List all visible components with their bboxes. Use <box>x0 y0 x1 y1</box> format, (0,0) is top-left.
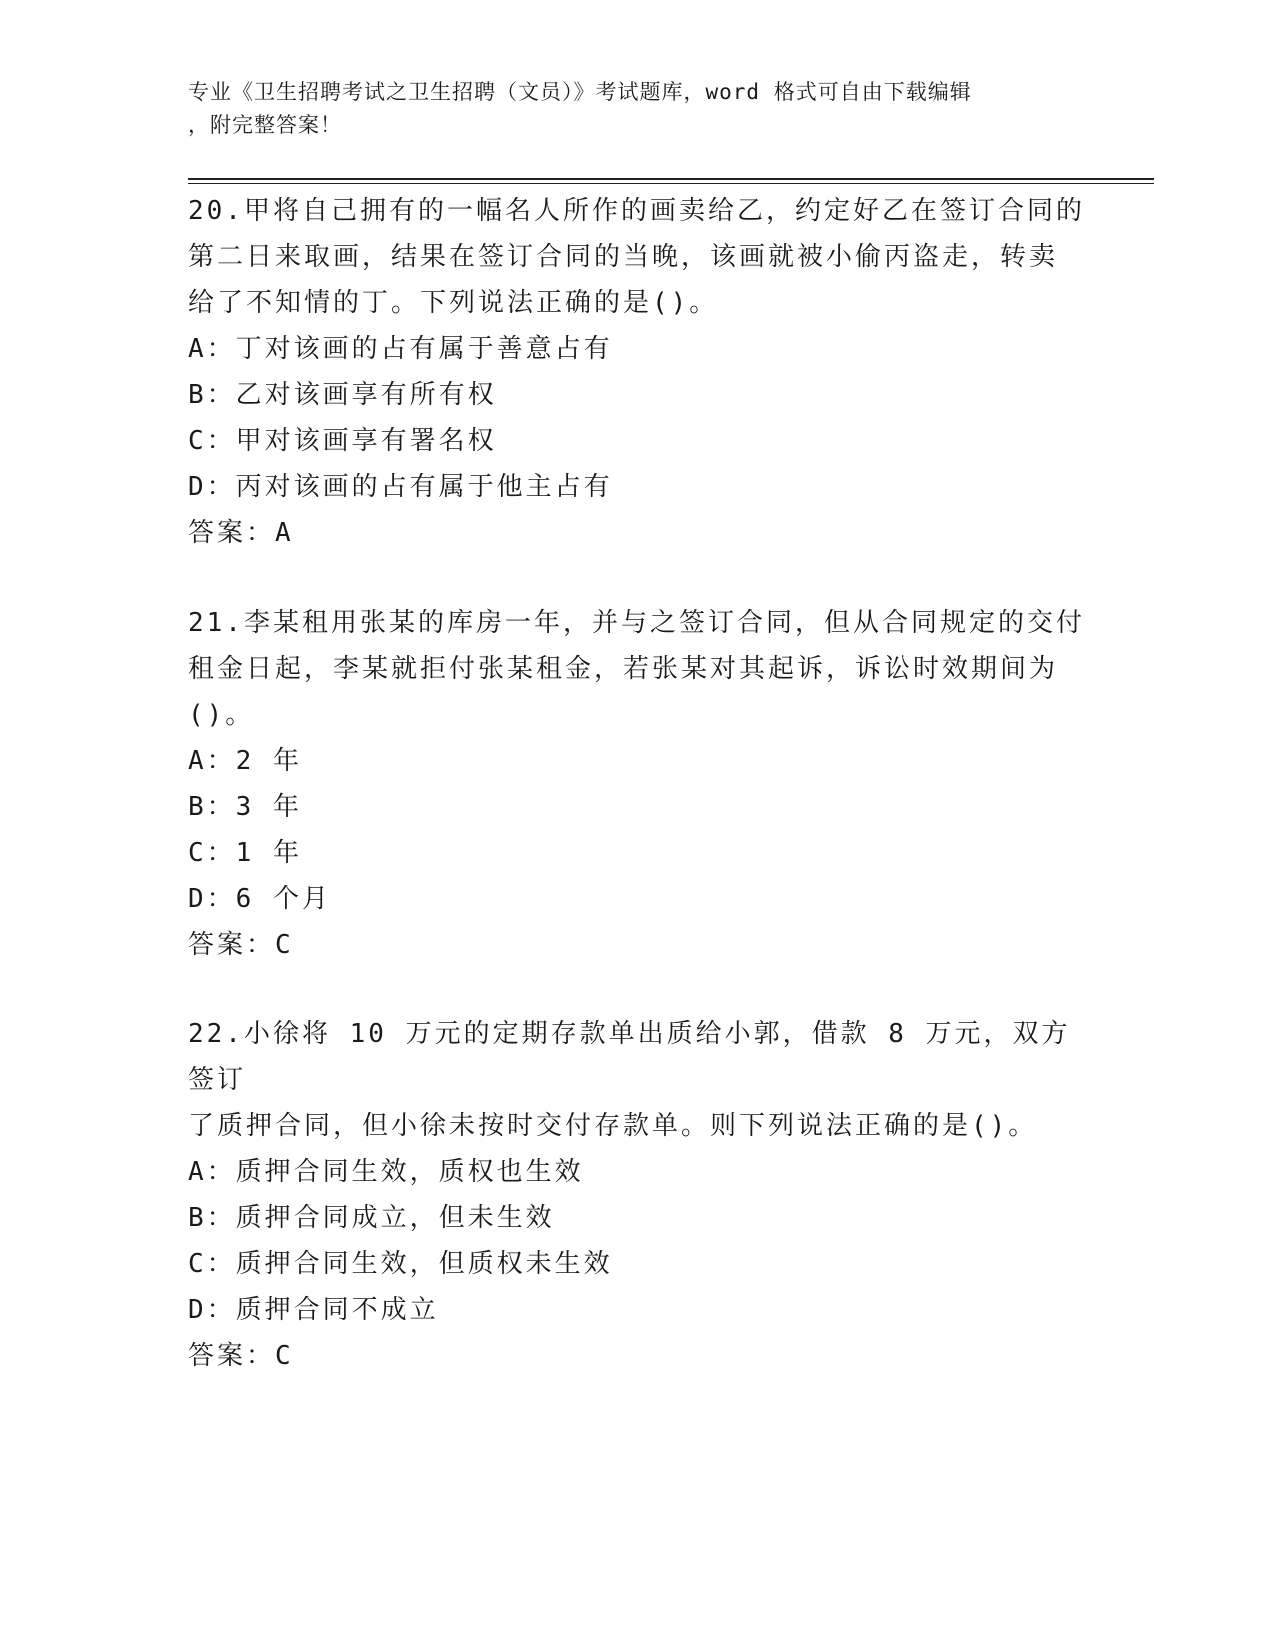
question-stem-line: 给了不知情的丁。下列说法正确的是()。 <box>188 288 719 318</box>
option-d: D：丙对该画的占有属于他主占有 <box>188 472 613 502</box>
option-c: C：质押合同生效，但质权未生效 <box>188 1249 613 1279</box>
option-b: B：3 年 <box>188 792 302 822</box>
option-c: C：1 年 <box>188 838 302 868</box>
question-stem-line: 租金日起，李某就拒付张某租金，若张某对其起诉，诉讼时效期间为 <box>188 654 1059 684</box>
header-divider-thin <box>188 183 1154 184</box>
option-a: A：丁对该画的占有属于善意占有 <box>188 334 613 364</box>
question-stem-line: 21.李某租用张某的库房一年，并与之签订合同，但从合同规定的交付 <box>188 608 1085 638</box>
answer-line: 答案：C <box>188 930 294 960</box>
header-line-1: 专业《卫生招聘考试之卫生招聘（文员）》考试题库，word 格式可自由下载编辑 <box>188 80 972 104</box>
question-stem-line: 22.小徐将 10 万元的定期存款单出质给小郭，借款 8 万元，双方签订 <box>188 1019 1071 1095</box>
option-b: B：乙对该画享有所有权 <box>188 380 497 410</box>
header-divider-thick <box>188 178 1154 180</box>
question-stem-line: 第二日来取画，结果在签订合同的当晚，该画就被小偷丙盗走，转卖 <box>188 242 1059 272</box>
option-d: D：质押合同不成立 <box>188 1295 439 1325</box>
header-line-2: ，附完整答案！ <box>188 113 342 137</box>
option-d: D：6 个月 <box>188 884 331 914</box>
answer-line: 答案：A <box>188 518 294 548</box>
question-stem-line: ()。 <box>188 700 255 730</box>
question-20 <box>188 188 1088 556</box>
option-b: B：质押合同成立，但未生效 <box>188 1203 555 1233</box>
answer-line: 答案：C <box>188 1341 294 1371</box>
question-22 <box>188 1011 1088 1379</box>
option-c: C：甲对该画享有署名权 <box>188 426 497 456</box>
option-a: A：2 年 <box>188 746 302 776</box>
question-21 <box>188 600 1088 968</box>
option-a: A：质押合同生效，质权也生效 <box>188 1157 584 1187</box>
document-header <box>188 76 1078 142</box>
question-stem-line: 了质押合同，但小徐未按时交付存款单。则下列说法正确的是()。 <box>188 1111 1038 1141</box>
question-stem-line: 20.甲将自己拥有的一幅名人所作的画卖给乙，约定好乙在签订合同的 <box>188 196 1085 226</box>
